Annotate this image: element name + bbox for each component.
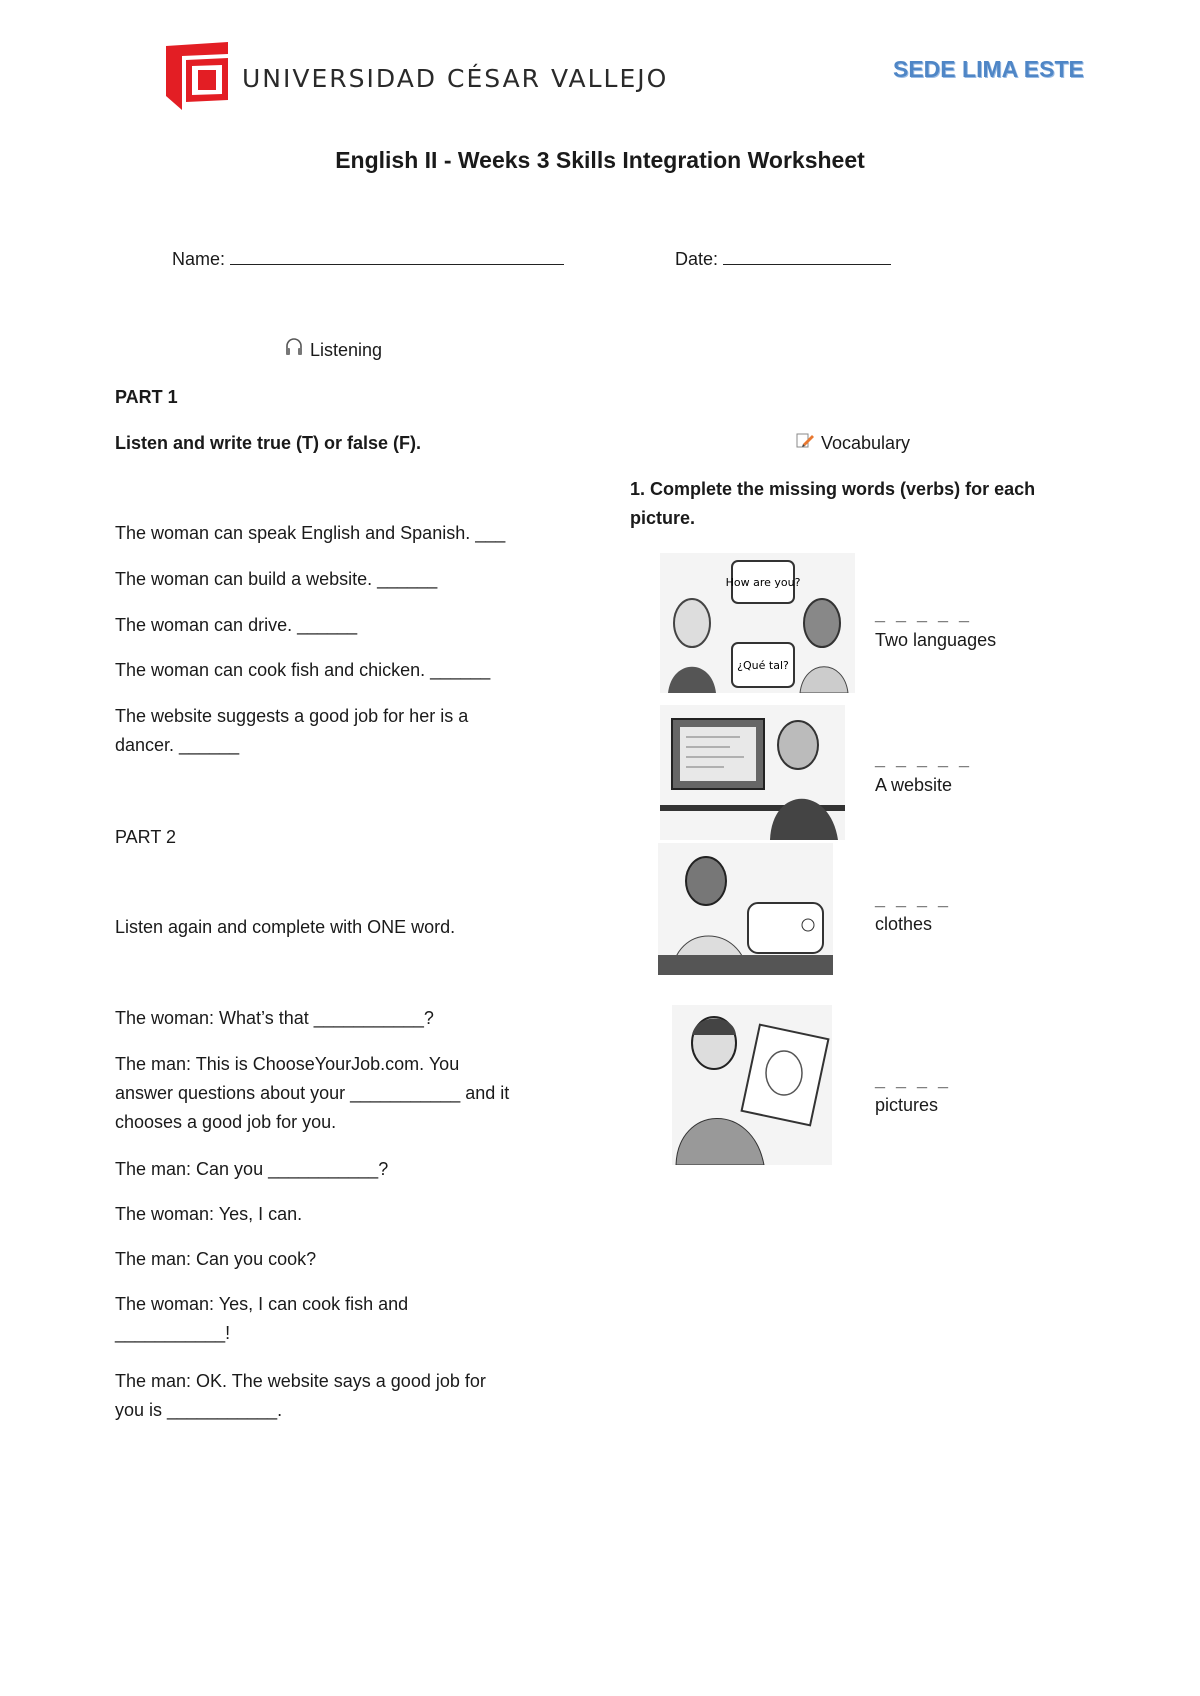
headphones-icon — [284, 337, 304, 366]
bubble-bottom: ¿Qué tal? — [737, 659, 789, 672]
dialogue-line: The man: This is ChooseYourJob.com. You — [115, 1054, 460, 1074]
part1-item: The website suggests a good job for her is a — [115, 706, 469, 726]
dialogue-line: The woman: Yes, I can. — [115, 1204, 303, 1224]
dialogue-line: you is ___________. — [115, 1400, 283, 1420]
vocab-hint: clothes — [875, 914, 933, 934]
part1-label: PART 1 — [115, 387, 178, 407]
vocab-dashes: _ _ _ _ _ — [875, 749, 973, 769]
name-blank[interactable] — [230, 248, 564, 265]
vocab-dashes: _ _ _ _ — [875, 1070, 952, 1090]
part2-instruction: Listen again and complete with ONE word. — [115, 917, 456, 937]
part1-item: dancer. ______ — [115, 735, 240, 755]
date-label: Date: — [675, 249, 719, 269]
campus-label: SEDE LIMA ESTE — [893, 56, 1084, 82]
date-blank[interactable] — [723, 248, 891, 265]
date-field[interactable] — [675, 245, 891, 274]
vocabulary-label: Vocabulary — [821, 433, 911, 453]
dialogue-line: The woman: What’s that ___________? — [115, 1008, 434, 1028]
university-name: UNIVERSIDAD CÉSAR VALLEJO — [242, 64, 669, 93]
picture-sewing — [658, 843, 833, 975]
university-logo — [162, 40, 232, 114]
dialogue-line: The man: Can you cook? — [115, 1249, 317, 1269]
part2-label: PART 2 — [115, 827, 177, 847]
name-field[interactable] — [172, 245, 564, 274]
picture-drawing — [672, 1005, 832, 1165]
dialogue-line: answer questions about your ___________ and it — [115, 1083, 510, 1103]
vocab-hint: A website — [875, 775, 953, 795]
part1-item: The woman can speak English and Spanish. ___ — [115, 523, 506, 543]
vocabulary-instruction: 1. Complete the missing words (verbs) for each — [630, 479, 1036, 499]
bubble-top: How are you? — [725, 576, 801, 589]
pencil-icon — [795, 430, 815, 459]
part1-item: The woman can cook fish and chicken. ______ — [115, 660, 491, 680]
dialogue-line: The woman: Yes, I can cook fish and — [115, 1294, 409, 1314]
listening-heading — [284, 336, 382, 366]
picture-speaking — [660, 553, 855, 693]
part1-instruction: Listen and write true (T) or false (F). — [115, 433, 422, 453]
picture-computer — [660, 705, 845, 840]
dialogue-line: ___________! — [115, 1323, 231, 1343]
dialogue-line: The man: OK. The website says a good job for — [115, 1371, 486, 1391]
name-label: Name: — [172, 249, 226, 269]
vocabulary-heading — [795, 429, 910, 459]
part1-item: The woman can build a website. ______ — [115, 569, 438, 589]
vocab-dashes: _ _ _ _ — [875, 889, 952, 909]
page-title: English II - Weeks 3 Skills Integration Worksheet — [335, 147, 865, 173]
dialogue-line: chooses a good job for you. — [115, 1112, 337, 1132]
vocab-dashes: _ _ _ _ _ — [875, 604, 973, 624]
vocab-hint: Two languages — [875, 630, 997, 650]
vocabulary-instruction: picture. — [630, 508, 696, 528]
listening-label: Listening — [310, 340, 383, 360]
part1-item: The woman can drive. ______ — [115, 615, 358, 635]
vocab-hint: pictures — [875, 1095, 939, 1115]
dialogue-line: The man: Can you ___________? — [115, 1159, 389, 1179]
